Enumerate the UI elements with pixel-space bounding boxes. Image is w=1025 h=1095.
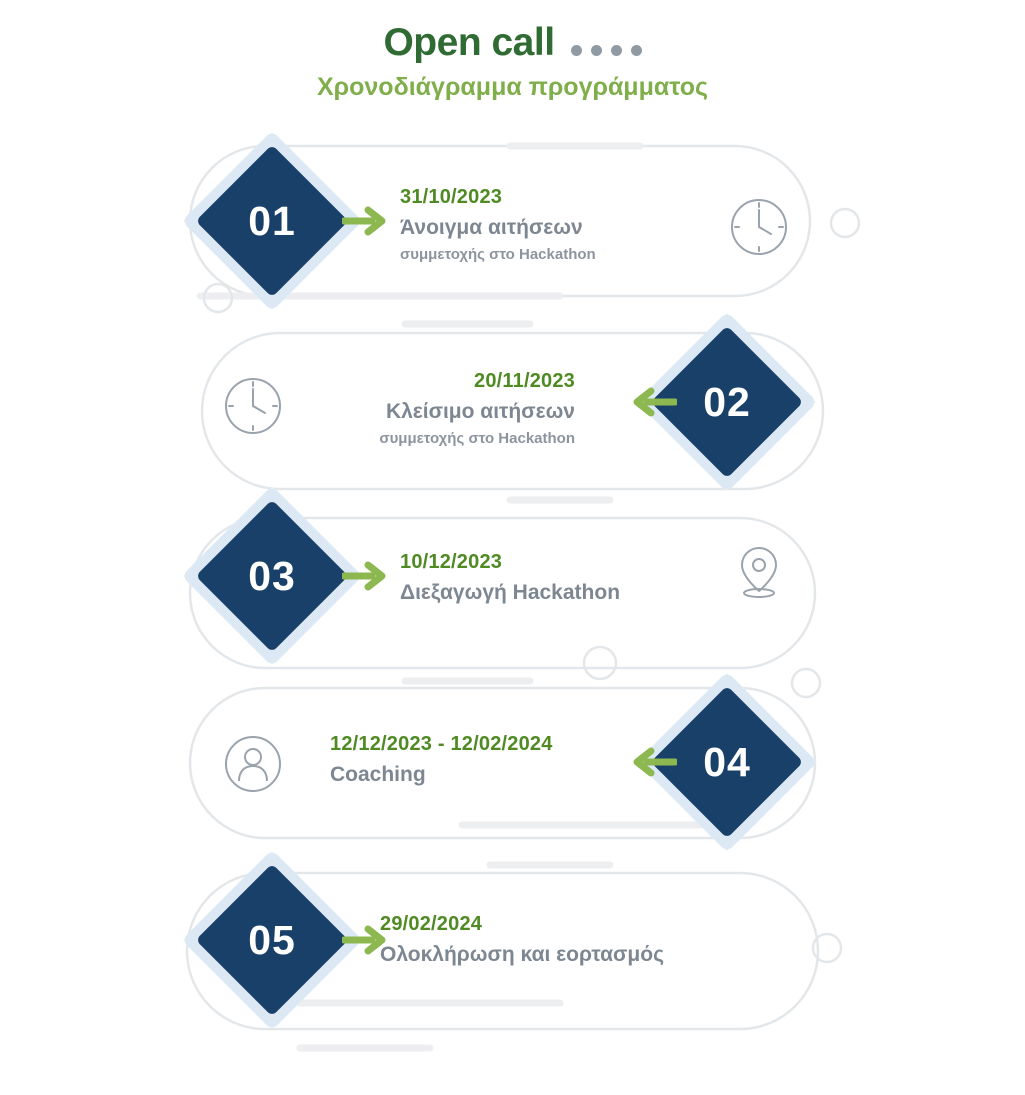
dot-icon <box>611 45 622 56</box>
step-badge-05 <box>196 864 348 1016</box>
timeline <box>0 128 1025 1088</box>
step-label: Άνοιγμα αιτήσεων <box>400 216 583 239</box>
step-text-05 <box>380 913 810 973</box>
page-subtitle: Χρονοδιάγραμμα προγράμματος <box>316 72 708 101</box>
step-label: Ολοκλήρωση και εορτασμός <box>380 943 665 966</box>
dot-icon <box>571 45 582 56</box>
location-pin-icon <box>728 541 790 603</box>
step-number: 01 <box>248 197 296 244</box>
step-date: 20/11/2023 <box>474 370 575 392</box>
title-row <box>0 22 1025 65</box>
step-label: Coaching <box>330 763 426 786</box>
clock-icon <box>222 375 284 437</box>
step-text-04 <box>330 733 760 793</box>
step-number: 03 <box>248 552 296 599</box>
step-date: 10/12/2023 <box>400 551 503 573</box>
page-title: Open call <box>383 21 555 64</box>
step-date: 29/02/2024 <box>380 913 483 935</box>
dot-icon <box>631 45 642 56</box>
arrow-left-icon <box>633 387 677 417</box>
person-icon <box>222 733 284 795</box>
step-label: Κλείσιμο αιτήσεων <box>385 400 575 423</box>
step-badge-01 <box>196 145 348 297</box>
step-badge-03 <box>196 500 348 652</box>
step-date: 31/10/2023 <box>400 186 503 208</box>
step-number: 02 <box>703 378 751 425</box>
page-header <box>0 22 1025 102</box>
step-subtext: συμμετοχής στο Hackathon <box>379 430 575 447</box>
step-label: Διεξαγωγή Hackathon <box>400 581 621 604</box>
clock-icon <box>728 196 790 258</box>
step-subtext: συμμετοχής στο Hackathon <box>400 246 596 263</box>
arrow-right-icon <box>342 206 386 236</box>
arrow-right-icon <box>342 561 386 591</box>
step-number: 04 <box>703 738 751 785</box>
dot-icon <box>591 45 602 56</box>
step-number: 05 <box>248 916 296 963</box>
decorative-dots <box>571 45 642 56</box>
step-date: 12/12/2023 - 12/02/2024 <box>330 733 553 755</box>
